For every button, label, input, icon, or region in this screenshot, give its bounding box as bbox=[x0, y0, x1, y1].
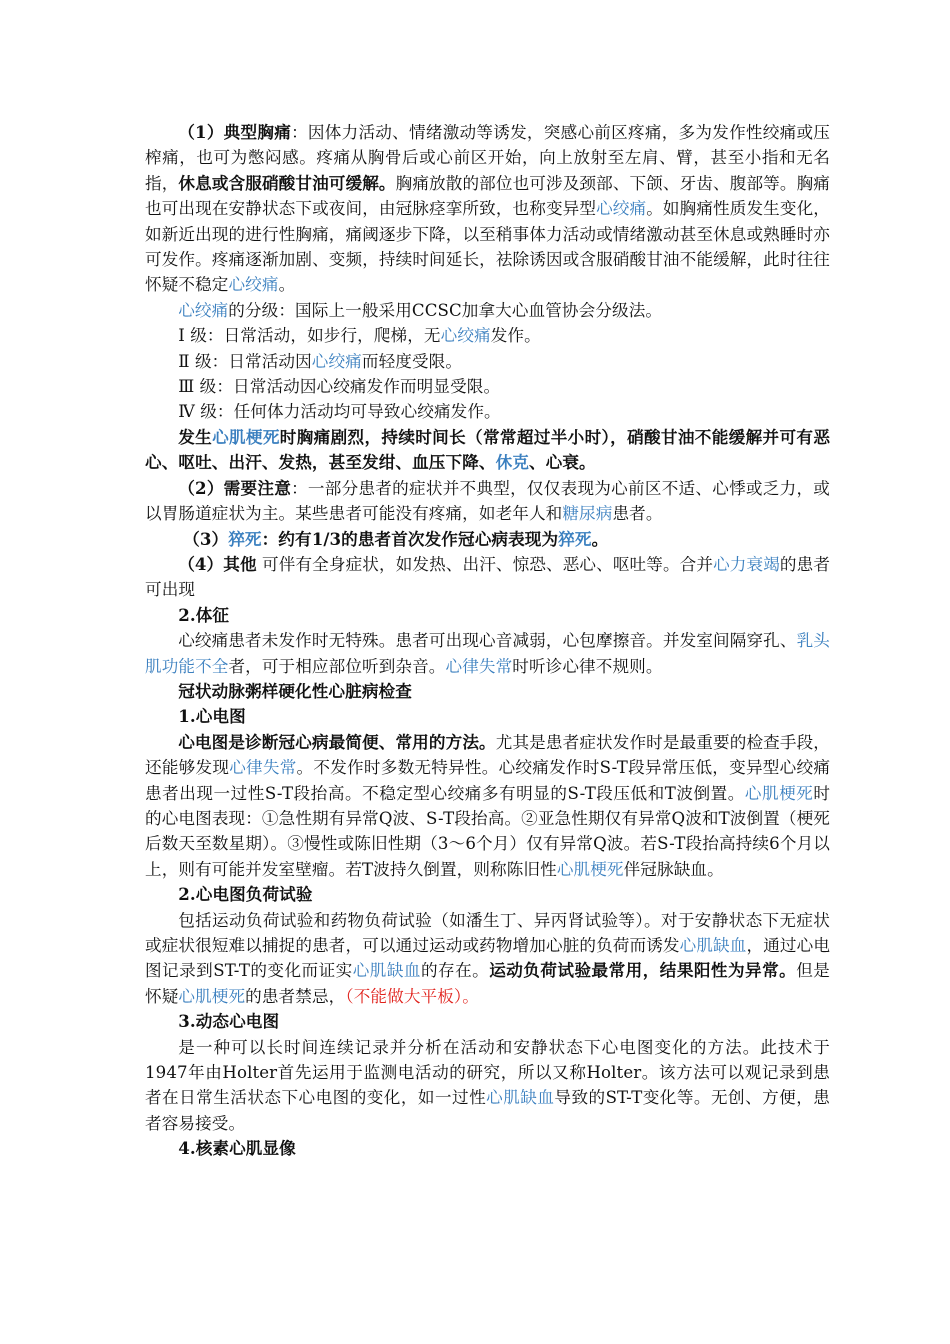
level-3: Ⅲ 级：日常活动因心绞痛发作而明显受限。 bbox=[178, 377, 501, 397]
link-myocardial-ischemia[interactable]: 心肌缺血 bbox=[486, 1088, 555, 1108]
ecg-heading: 1.心电图 bbox=[178, 706, 246, 727]
level-2: Ⅱ 级：日常活动因心绞痛而轻度受限。 bbox=[178, 351, 463, 371]
level-1: Ⅰ 级：日常活动，如步行，爬梯，无心绞痛发作。 bbox=[178, 326, 541, 346]
link-myocardial-infarction[interactable]: 心肌梗死 bbox=[178, 986, 246, 1006]
link-angina[interactable]: 心绞痛 bbox=[311, 351, 362, 371]
link-myocardial-infarction[interactable]: 心肌梗死 bbox=[744, 783, 814, 803]
link-angina[interactable]: 心绞痛 bbox=[440, 326, 491, 346]
other-label: （4）其他 bbox=[178, 553, 257, 574]
link-arrhythmia[interactable]: 心律失常 bbox=[445, 656, 513, 676]
link-myocardial-ischemia[interactable]: 心肌缺血 bbox=[352, 961, 421, 981]
other-paragraph: （4）其他 可伴有全身症状，如发热、出汗、惊恐、恶心、呕吐等。合并心力衰竭的患者可出现 bbox=[145, 553, 831, 600]
relief-emphasis: 休息或含服硝酸甘油可缓解。 bbox=[178, 172, 396, 193]
signs-paragraph: 心绞痛患者未发作时无特殊。患者可出现心音减弱，心包摩擦音。并发室间隔穿孔、乳头肌功能不全者，可于相应部位听到杂音。心律失常时听诊心律不规则。 bbox=[145, 631, 831, 676]
nuclear-imaging-heading: 4.核素心肌显像 bbox=[178, 1138, 296, 1159]
link-myocardial-ischemia[interactable]: 心肌缺血 bbox=[679, 936, 747, 955]
link-diabetes[interactable]: 糖尿病 bbox=[562, 504, 613, 524]
holter-paragraph: 是一种可以长时间连续记录并分析在活动和安静状态下心电图变化的方法。此技术于1947年由Holter首先运用于监测电活动的研究，所以又称Holter。该方法可以观记录到患者在日常生活状态下心电图的变化，如一过性心肌缺血导致的ST-T变化等。无创、方便，患者容易接受。 bbox=[145, 1037, 830, 1133]
link-angina[interactable]: 心绞痛 bbox=[228, 275, 279, 295]
link-shock[interactable]: 休克 bbox=[495, 452, 529, 473]
signs-heading: 2.体征 bbox=[178, 604, 230, 625]
link-sudden-death[interactable]: 猝死 bbox=[228, 528, 262, 549]
grading-paragraph: 心绞痛的分级：国际上一般采用CCSC加拿大心血管协会分级法。 bbox=[178, 300, 663, 320]
document-page bbox=[145, 120, 830, 1162]
link-heart-failure[interactable]: 心力衰竭 bbox=[713, 554, 780, 574]
link-angina[interactable]: 心绞痛 bbox=[178, 300, 229, 320]
link-myocardial-infarction[interactable]: 心肌梗死 bbox=[556, 859, 624, 879]
typical-chest-pain-paragraph: （1）典型胸痛：因体力活动、情绪激动等诱发，突感心前区疼痛，多为发作性绞痛或压榨痛，也可为憋闷感。疼痛从胸骨后或心前区开始，向上放射至左肩、臂，甚至小指和无名指，休息或含服硝酸甘油可缓解。胸痛放散的部位也可涉及颈部、下颌、牙齿、腹部等。胸痛也可出现在安静状态下或夜间，由冠脉痉挛所致，也称变异型心绞痛。如胸痛性质发生变化，如新近出现的进行性胸痛，痛阈逐步下降，以至稍事体力活动或情绪激动甚至休息或熟睡时亦可发作。疼痛逐渐加剧、变频，持续时间延长，祛除诱因或含服硝酸甘油不能缓解，此时往往怀疑不稳定心绞痛。 bbox=[145, 122, 831, 295]
stress-test-heading: 2.心电图负荷试验 bbox=[178, 884, 313, 905]
link-myocardial-infarction[interactable]: 心肌梗死 bbox=[212, 426, 280, 447]
exam-heading: 冠状动脉粥样硬化性心脏病检查 bbox=[178, 680, 412, 701]
link-angina[interactable]: 心绞痛 bbox=[596, 199, 647, 219]
typical-chest-pain-label: （1）典型胸痛 bbox=[178, 122, 292, 142]
holter-heading: 3.动态心电图 bbox=[178, 1011, 280, 1032]
treadmill-warning: （不能做大平板）。 bbox=[345, 986, 479, 1006]
level-4: Ⅳ 级：任何体力活动均可导致心绞痛发作。 bbox=[178, 402, 501, 422]
note-label: （2）需要注意 bbox=[178, 477, 292, 498]
mi-paragraph: 发生心肌梗死时胸痛剧烈，持续时间长（常常超过半小时），硝酸甘油不能缓解并可有恶心、呕吐、出汗、发热，甚至发绀、血压下降、休克、心衰。 bbox=[145, 426, 831, 473]
link-sudden-death[interactable]: 猝死 bbox=[558, 528, 592, 549]
link-papillary-muscle-dysfunction[interactable]: 乳头肌功能不全 bbox=[145, 631, 831, 676]
stress-test-paragraph: 包括运动负荷试验和药物负荷试验（如潘生丁、异丙肾试验等）。对于安静状态下无症状或症状很短难以捕捉的患者，可以通过运动或药物增加心脏的负荷而诱发心肌缺血，通过心电图记录到ST-T的变化而证实心肌缺血的存在。运动负荷试验最常用，结果阳性为异常。但是怀疑心肌梗死的患者禁忌，（不能做大平板）。 bbox=[145, 910, 831, 1006]
sudden-death-paragraph: （3）猝死：约有1/3的患者首次发作冠心病表现为猝死。 bbox=[183, 528, 609, 549]
note-paragraph: （2）需要注意：一部分患者的症状并不典型，仅仅表现为心前区不适、心悸或乏力，或以胃肠道症状为主。某些患者可能没有疼痛，如老年人和糖尿病患者。 bbox=[145, 477, 831, 524]
link-arrhythmia[interactable]: 心律失常 bbox=[229, 758, 297, 778]
ecg-paragraph: 心电图是诊断冠心病最简便、常用的方法。尤其是患者症状发作时是最重要的检查手段，还能够发现心律失常。不发作时多数无特异性。心绞痛发作时S-T段异常压低，变异型心绞痛患者出现一过性S-T段抬高。不稳定型心绞痛多有明显的S-T段压低和T波倒置。心肌梗死时的心电图表现：①急性期有异常Q波、S-T段抬高。②亚急性期仅有异常Q波和T波倒置（梗死后数天至数星期）。③慢性或陈旧性期（3～6个月）仅有异常Q波。若S-T段抬高持续6个月以上，则有可能并发室壁瘤。若T波持久倒置，则称陈旧性心肌梗死伴冠脉缺血。 bbox=[145, 731, 831, 879]
